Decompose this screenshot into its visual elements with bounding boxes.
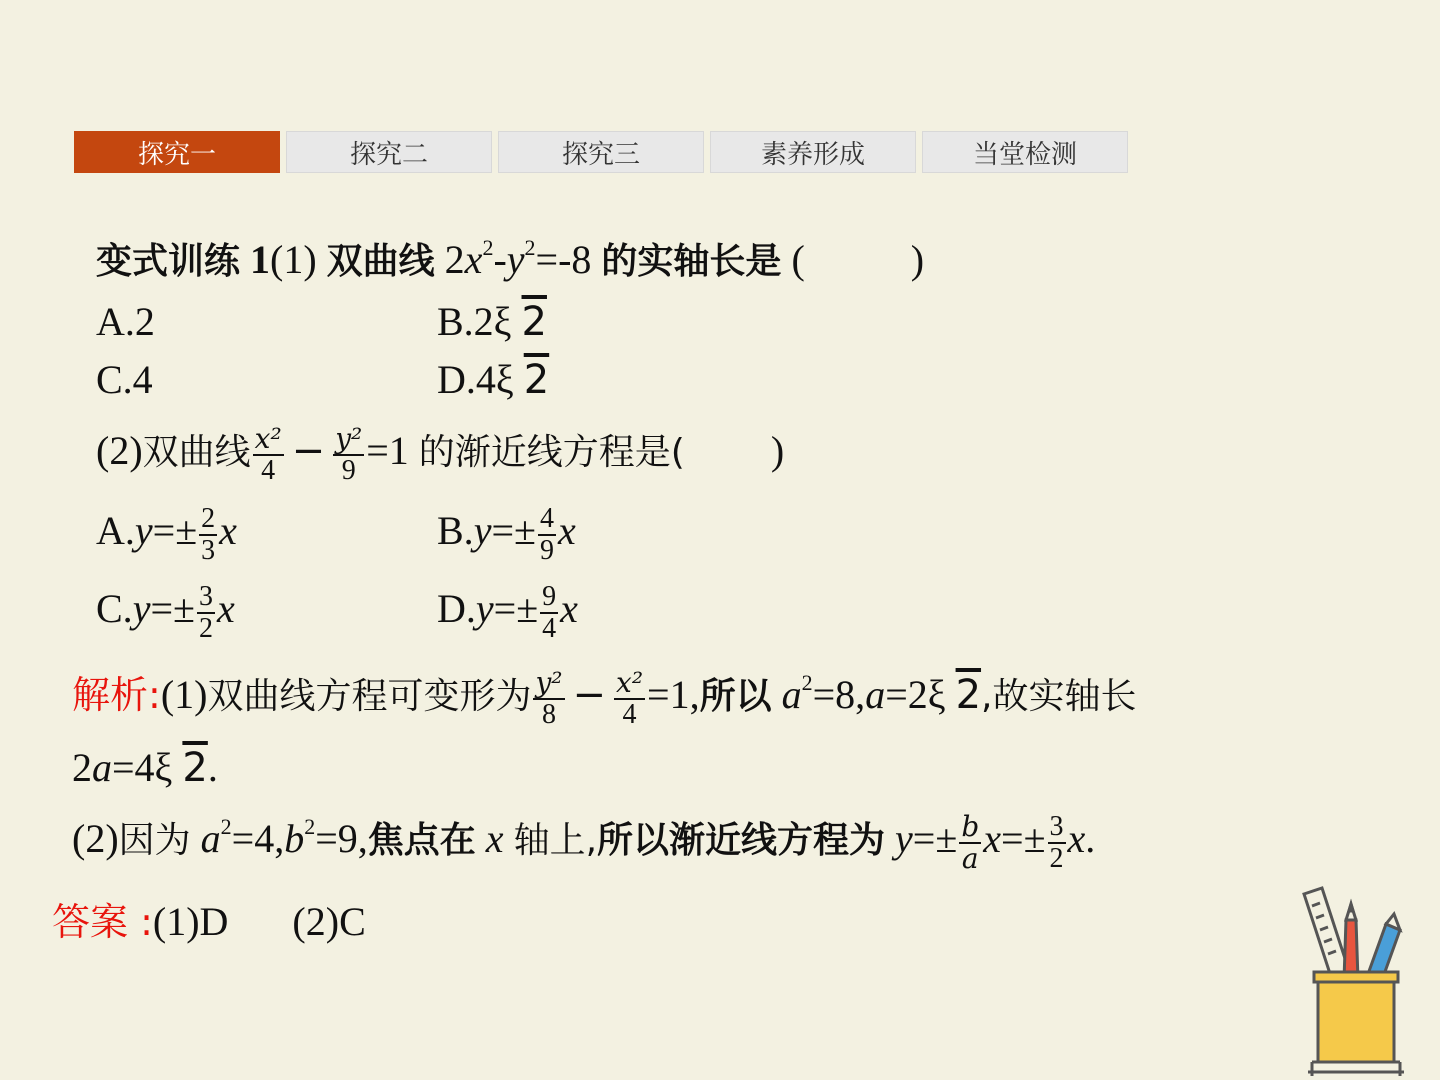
q1-paren-close: ) [910,237,925,282]
sol-p1-f1-den: 8 [541,699,556,730]
q1-text2: 的实轴长是 [601,241,782,282]
q1-option-d [437,356,549,404]
q2-option-b [437,504,576,566]
q2-opt-d-eq: =± [493,586,539,632]
answer-part-1: (1)D [152,899,229,944]
q2-opt-b-den: 9 [539,535,554,566]
q2-option-c [96,582,235,644]
sol-p2-x2: x [983,816,1002,862]
q2-paren-close: ) [770,428,785,474]
solution-line-1 [72,668,1136,730]
sol-p1-f2-num: x² [616,666,644,699]
q1-eq-y: y [506,237,525,282]
q2-part: (2) [96,428,143,474]
q2-opt-a-num: 2 [201,503,216,534]
q2-fraction-1 [253,424,284,486]
q2-option-a [96,504,237,566]
sol-p2-end: . [1085,816,1096,862]
sol-p1-minus: − [572,672,607,719]
sol-p1-rhs: =1, [647,672,700,718]
q2-opt-b-frac [538,504,556,566]
q1-eq-mid: - [493,237,507,282]
sol-p1b-a: a [92,745,112,790]
q2-option-d [437,582,578,644]
tab-explore-2[interactable]: 探究二 [286,131,492,173]
q1-option-d-radicand: 2 [523,357,550,403]
sol-p2-frac-1 [959,812,981,874]
sol-p2-f2-den: 2 [1049,843,1064,874]
sol-p2-a: a [200,816,221,862]
q2-f2-den: 9 [341,455,356,486]
sol-p2-because: 因为 [118,820,191,862]
solution-line-3 [72,812,1095,874]
sol-p2-frac-2 [1048,812,1066,874]
q1-option-c [96,356,153,404]
q1-eq-x: x [464,237,483,282]
q2-opt-b-num: 4 [539,503,554,534]
sol-p1-a: a [781,672,802,718]
q2-stem [96,424,784,486]
sol-p1-eq1: =8, [812,672,866,718]
sol-p2-text2: 轴上, [513,820,598,862]
sol-p2-f1-den: a [961,842,979,875]
solution-label: 解析: [72,673,161,718]
solution-line-2 [72,744,218,792]
q2-opt-d-num: 9 [542,581,557,612]
sol-p1-part: (1) [160,672,208,718]
q1-option-c-text: C.4 [96,357,153,402]
q1-eq-coef: 2 [444,237,465,282]
sol-p1-frac-2 [614,668,645,730]
q2-opt-d-frac [540,582,558,644]
q2-f1-num: x² [254,422,282,455]
q1-option-b-pre: B.2ξ [437,299,512,344]
sol-p2-x: x [485,816,504,862]
pencil-cup-icon [1290,880,1430,1080]
q2-text1: 双曲线 [142,432,251,474]
sol-p2-f2-num: 3 [1049,811,1064,842]
q2-opt-a-pre: A. [96,508,135,554]
answer-line [52,898,366,946]
q2-opt-b-x: x [557,508,576,554]
tab-literacy[interactable]: 素养形成 [710,131,916,173]
sol-p2-sup2: 2 [304,814,316,840]
sol-p1-so: 所以 [699,676,772,718]
q1-option-b [437,298,547,346]
q1-text1: 双曲线 [326,241,435,282]
sol-p2-f1-num: b [961,810,980,843]
sol-p1-text: 双曲线方程可变形为 [207,676,532,718]
q2-opt-b-eq: =± [491,508,536,554]
sol-p1-frac-1 [533,668,564,730]
sol-p2-eq1: =4, [231,816,285,862]
sol-p1-a2: a [865,672,886,718]
sol-p1-f1-num: y² [535,666,563,699]
q2-opt-d-x: x [560,586,578,632]
q2-opt-d-y: y [475,586,494,632]
sol-p1-radicand: 2 [955,672,982,719]
sol-p1-sup: 2 [801,670,813,696]
sol-p1b-coef: 2 [72,745,92,790]
q1-label: 变式训练 [96,241,241,282]
tab-explore-3[interactable]: 探究三 [498,131,704,173]
q2-opt-a-y: y [134,508,153,554]
q2-opt-c-eq: =± [150,586,195,632]
sol-p1b-eq: =4ξ [112,745,173,790]
sol-p1-eq2: =2ξ [885,672,946,718]
q2-opt-a-eq: =± [152,508,198,554]
q2-f2-num: y² [335,422,363,455]
q2-text2: 的渐近线方程是( [418,432,685,474]
q1-option-d-pre: D.4ξ [437,357,514,402]
q1-option-a [96,298,155,346]
sol-p2-b: b [284,816,305,862]
q2-fraction-2 [333,424,364,486]
q2-opt-a-den: 3 [201,535,216,566]
answer-label: 答案 : [52,900,153,944]
sol-p2-eq2: =9, [315,816,368,862]
q2-opt-b-y: y [473,508,492,554]
q2-opt-d-pre: D. [437,586,476,632]
q2-opt-c-frac [197,582,215,644]
q2-opt-c-y: y [132,586,151,632]
sol-p1b-radicand: 2 [182,745,208,791]
q1-number: 1 [250,237,271,282]
sol-p1b-end: . [207,745,218,790]
q1-eq-rhs: =-8 [535,237,592,282]
q1-paren-open: ( [791,237,805,282]
q1-option-b-radicand: 2 [521,299,547,345]
q1-eq-sup1: 2 [482,235,494,260]
q2-opt-b-pre: B. [437,508,474,554]
sol-p2-text1: 焦点在 [367,820,476,862]
sol-p1-f2-den: 4 [622,699,637,730]
answer-part-2: (2)C [292,899,366,944]
q2-opt-d-den: 4 [542,613,557,644]
tab-class-test[interactable]: 当堂检测 [922,131,1128,173]
q2-minus: − [291,428,326,475]
q2-opt-a-frac [199,504,217,566]
q2-opt-c-den: 2 [198,613,213,644]
sol-p2-x3: x [1067,816,1086,862]
q2-opt-c-x: x [216,586,235,632]
q2-opt-c-num: 3 [198,581,213,612]
q2-rhs: =1 [366,428,409,474]
sol-p2-pm: =± [912,816,958,862]
sol-p2-part: (2) [72,816,119,862]
q2-f1-den: 4 [261,455,276,486]
sol-p2-pm2: =± [1001,816,1046,862]
tab-explore-1[interactable]: 探究一 [74,131,280,173]
sol-p2-y: y [895,816,913,862]
q1-part: (1) [270,237,317,282]
sol-p1-tail: ,故实轴长 [981,676,1137,718]
q2-opt-c-pre: C. [96,586,133,632]
sol-p2-text3: 所以渐近线方程为 [597,820,886,862]
q1-eq-sup2: 2 [524,235,536,260]
q1-option-a-text: A.2 [96,299,155,344]
sol-p2-sup1: 2 [220,814,232,840]
q2-opt-a-x: x [219,508,237,554]
tab-bar [74,131,1128,173]
q1-stem [96,236,924,286]
